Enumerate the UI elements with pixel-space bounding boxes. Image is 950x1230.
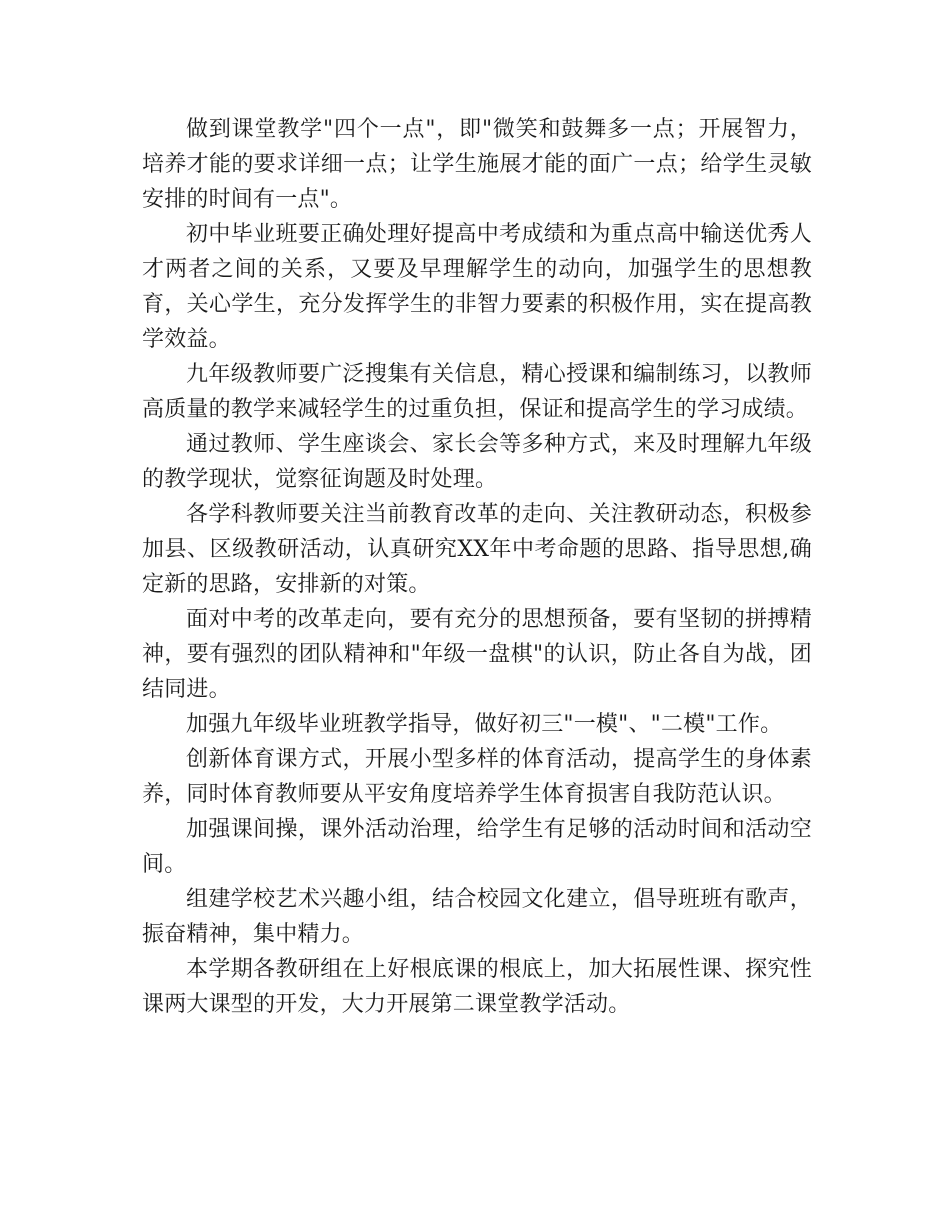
paragraph-6: 面对中考的改革走向，要有充分的思想预备，要有坚韧的拼搏精神，要有强烈的团队精神和"年级一盘棋"的认识，防止各自为战，团结同进。	[142, 607, 812, 702]
paragraph-2: 初中毕业班要正确处理好提高中考成绩和为重点高中输送优秀人才两者之间的关系，又要及早理解学生的动向，加强学生的思想教育，关心学生，充分发挥学生的非智力要素的积极作用，实在提高教学效益。	[142, 222, 812, 352]
paragraph-10: 组建学校艺术兴趣小组，结合校园文化建立，倡导班班有歌声，振奋精神，集中精力。	[142, 887, 812, 947]
paragraph-7: 加强九年级毕业班教学指导，做好初三"一模"、"二模"工作。	[186, 712, 783, 737]
document-body	[142, 112, 812, 1022]
paragraph-9: 加强课间操，课外活动治理，给学生有足够的活动时间和活动空间。	[142, 817, 812, 877]
paragraph-4: 通过教师、学生座谈会、家长会等多种方式，来及时理解九年级的教学现状，觉察征询题及时处理。	[142, 432, 812, 492]
paragraph-1: 做到课堂教学"四个一点"，即"微笑和鼓舞多一点；开展智力，培养才能的要求详细一点；让学生施展才能的面广一点；给学生灵敏安排的时间有一点"。	[142, 117, 812, 212]
paragraph-3: 九年级教师要广泛搜集有关信息，精心授课和编制练习，以教师高质量的教学来减轻学生的过重负担，保证和提高学生的学习成绩。	[142, 362, 812, 422]
paragraph-8: 创新体育课方式，开展小型多样的体育活动，提高学生的身体素养，同时体育教师要从平安角度培养学生体育损害自我防范认识。	[142, 747, 812, 807]
paragraph-11: 本学期各教研组在上好根底课的根底上，加大拓展性课、探究性课两大课型的开发，大力开展第二课堂教学活动。	[142, 957, 812, 1017]
paragraph-5: 各学科教师要关注当前教育改革的走向、关注教研动态，积极参加县、区级教研活动，认真研究XX年中考命题的思路、指导思想,确定新的思路，安排新的对策。	[142, 502, 812, 597]
